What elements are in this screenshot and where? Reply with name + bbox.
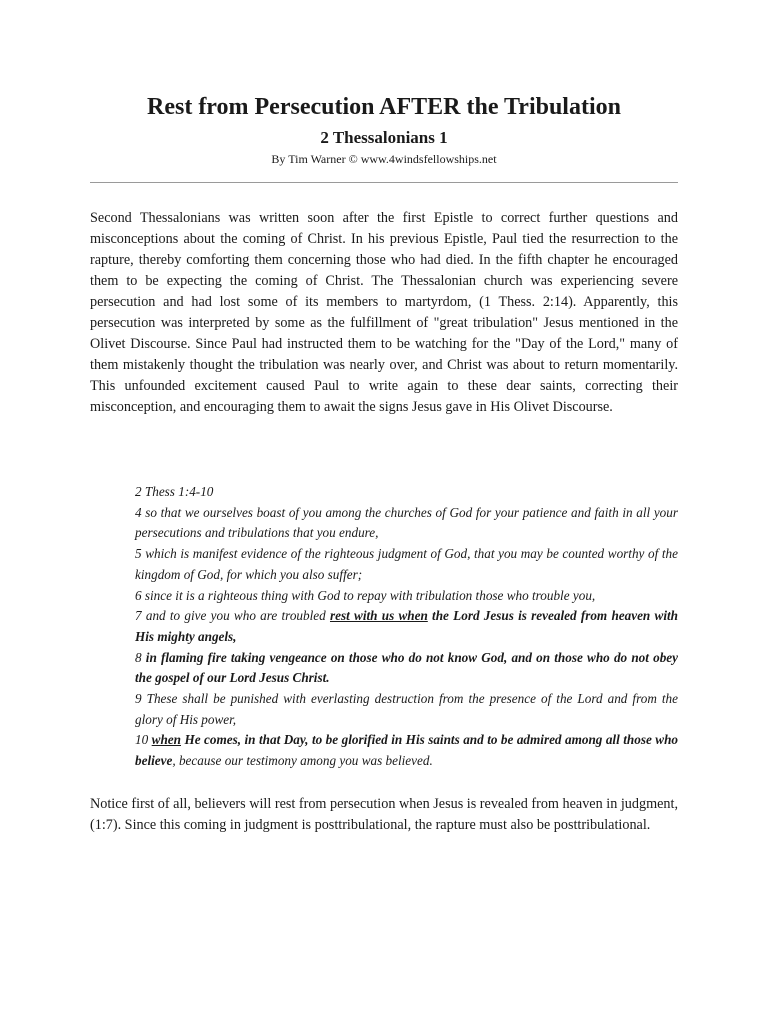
author-byline: By Tim Warner © www.4windsfellowships.net — [271, 152, 497, 166]
verse-5: 5 which is manifest evidence of the righteous judgment of God, that you may be counted worthy of the kingdom of God, for which you also suffer; — [135, 546, 678, 582]
document-subtitle: 2 Thessalonians 1 — [320, 128, 448, 147]
verse-10-bold: He comes, in that Day, to be glorified in His saints and to be admired among all those who believe — [135, 732, 679, 769]
document-title: Rest from Persecution AFTER the Tribulation — [147, 94, 621, 120]
header-divider — [90, 182, 678, 183]
closing-paragraph: Notice first of all, believers will rest from persecution when Jesus is revealed from heaven in judgment, (1:7). Since this coming in judgment is posttribulational, the rapture must also be posttribulational. — [90, 796, 678, 833]
verse-6: 6 since it is a righteous thing with God to repay with tribulation those who trouble you, — [135, 587, 596, 603]
verse-10-tail: , because our testimony among you was believed. — [172, 753, 433, 769]
verse-4: 4 so that we ourselves boast of you among the churches of God for your patience and faith in all your persecutions and tribulations that you endure, — [135, 504, 678, 541]
verse-8 — [135, 648, 678, 689]
quote-reference: 2 Thess 1:4-10 — [135, 484, 214, 499]
verse-8-number: 8 — [135, 649, 146, 665]
verse-10-underlined: when — [151, 732, 181, 748]
scripture-quote — [135, 482, 678, 772]
intro-paragraph: Second Thessalonians was written soon after the first Epistle to correct further questions and misconceptions about the coming of Christ. In his previous Epistle, Paul tied the resurrection to the rapture, thereby comforting them concerning those who had died. In the fifth chapter he encouraged them to be expecting the coming of Christ. The Thessalonian church was experiencing severe persecution and had lost some of its members to martyrdom, (1 Thess. 2:14). Apparently, this persecution was interpreted by some as the fulfillment of "great tribulation" Jesus mentioned in the Olivet Discourse. Since Paul had instructed them to be watching for the "Day of the Lord," many of them mistakenly thought the tribulation was nearly over, and Christ was about to return momentarily. This unfounded excitement caused Paul to write again to these dear saints, correcting their misconception, and encouraging them to await the signs Jesus gave in His Olivet Discourse. — [90, 210, 678, 415]
verse-9: 9 These shall be punished with everlasting destruction from the presence of the Lord and from the glory of His power, — [135, 691, 678, 727]
verse-7-lead: 7 and to give you who are troubled — [135, 608, 330, 624]
verse-7-underlined: rest with us when — [329, 608, 428, 624]
verse-7 — [135, 606, 678, 647]
verse-7-bold: the Lord Jesus is revealed from heaven with His mighty angels, — [135, 608, 678, 644]
verse-10-number: 10 — [135, 732, 152, 748]
verse-8-bold: in flaming fire taking vengeance on those who do not know God, and on those who do not obey the gospel of our Lord Jesus Christ. — [135, 649, 678, 686]
verse-10 — [135, 730, 678, 771]
